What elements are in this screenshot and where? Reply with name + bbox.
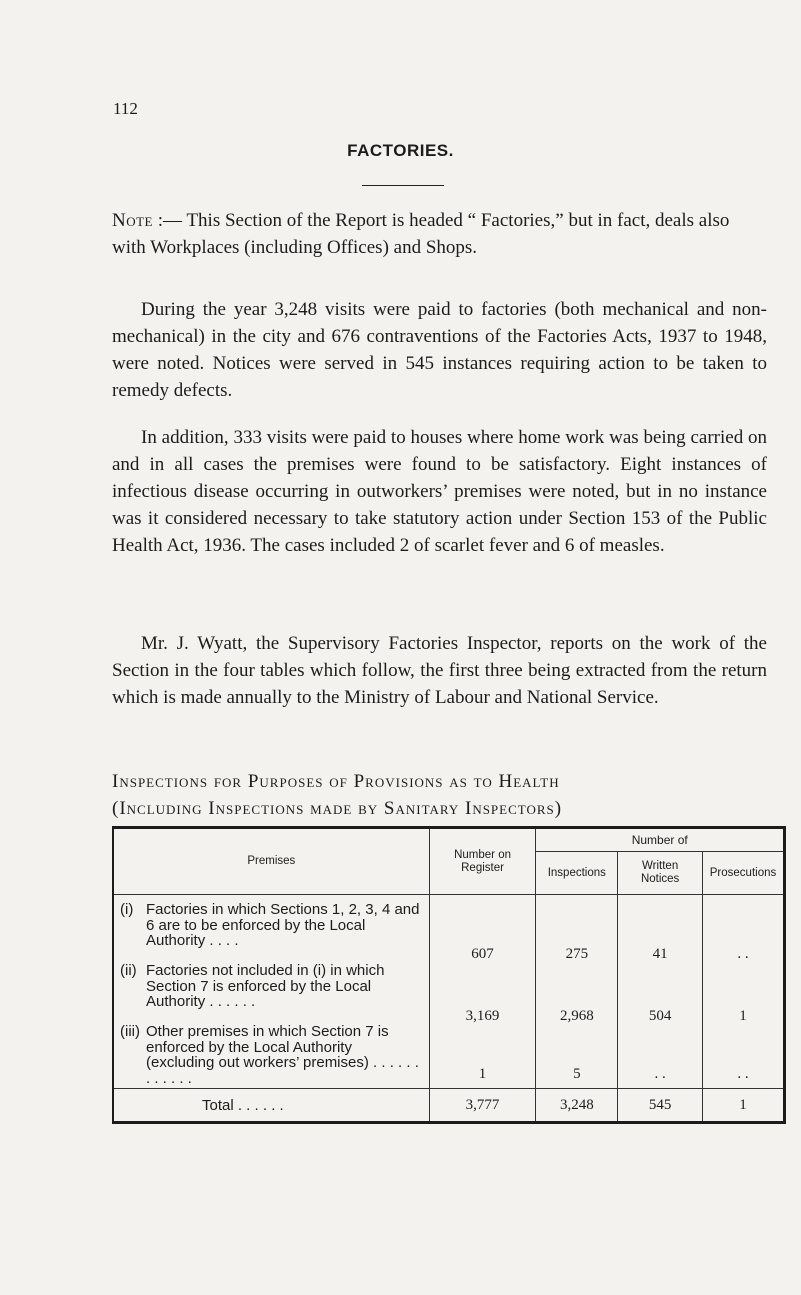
premises-text-ii: Factories not included in (i) in which Section 7 is enforced by the Local Authority . . . . . .	[146, 962, 385, 1010]
header-number-of: Number of	[536, 828, 785, 852]
header-prosecutions: Prosecutions	[703, 852, 785, 895]
total-prosecutions: 1	[703, 1089, 785, 1123]
inspections-cell	[536, 895, 618, 1089]
note-block	[112, 207, 767, 261]
note-text: This Section of the Report is headed “ Factories,” but in fact, deals also with Workplaces (including Offices) and Shops.	[112, 210, 730, 258]
page-number: 112	[113, 99, 138, 118]
table-heading-line1: Inspections for Purposes of Provisions as to Health	[112, 771, 560, 792]
header-inspections: Inspections	[536, 852, 618, 895]
table-body	[113, 895, 785, 1089]
table-heading-line2: (Including Inspections made by Sanitary Inspectors)	[112, 798, 563, 819]
header-premises: Premises	[113, 828, 429, 895]
total-row	[113, 1089, 785, 1123]
prosecutions-value-iii: . .	[737, 1066, 749, 1082]
inspections-table	[112, 826, 786, 1124]
total-label: Total . . . . . .	[113, 1089, 429, 1123]
register-value-ii: 3,169	[465, 1008, 500, 1024]
prosecutions-value-i: . .	[737, 946, 749, 962]
premises-num-ii: (ii)	[120, 962, 137, 979]
inspections-value-iii: 5	[573, 1066, 581, 1082]
notices-value-iii: . .	[654, 1066, 666, 1082]
page-title: FACTORIES.	[347, 141, 454, 160]
premises-item-iii	[120, 1023, 423, 1087]
notices-cell	[618, 895, 703, 1089]
table-heading	[112, 768, 772, 822]
premises-item-ii	[120, 962, 423, 1024]
notices-value-i: 41	[652, 946, 668, 962]
inspections-value-ii: 2,968	[559, 1008, 594, 1024]
total-notices: 545	[618, 1089, 703, 1123]
title-divider	[362, 185, 444, 186]
premises-num-iii: (iii)	[120, 1023, 140, 1040]
register-value-iii: 1	[478, 1066, 487, 1082]
premises-num-i: (i)	[120, 901, 134, 918]
note-separator: :—	[153, 210, 187, 231]
register-value-i: 607	[471, 946, 494, 962]
premises-text-i: Factories in which Sections 1, 2, 3, 4 and 6 are to be enforced by the Local Authority . . . .	[146, 901, 420, 949]
premises-item-i	[120, 901, 423, 963]
note-label: Note	[112, 210, 153, 231]
paragraph-home-work: In addition, 333 visits were paid to houses where home work was being carried on and in all cases the premises were found to be satisfactory. Eight instances of infectious disease occurring in outworkers’ premises were noted, but in no instance was it considered necessary to take statutory action under Section 153 of the Public Health Act, 1936. The cases included 2 of scarlet fever and 6 of measles.	[112, 427, 767, 556]
inspections-value-i: 275	[565, 946, 589, 962]
premises-text-iii: Other premises in which Section 7 is enforced by the Local Authority (excluding out workers’ premises) . . . . . . . . . . . .	[146, 1023, 419, 1087]
paragraph-inspector: Mr. J. Wyatt, the Supervisory Factories Inspector, reports on the work of the Section in the four tables which follow, the first three being extracted from the return which is made annually to the Ministry of Labour and National Service.	[112, 633, 767, 708]
notices-value-ii: 504	[648, 1008, 672, 1024]
register-cell	[429, 895, 536, 1089]
header-written-notices: Written Notices	[618, 852, 703, 895]
total-register: 3,777	[429, 1089, 536, 1123]
prosecutions-value-ii: 1	[739, 1008, 747, 1024]
prosecutions-cell	[703, 895, 785, 1089]
header-number-on-register: Number on Register	[429, 828, 536, 895]
paragraph-visits: During the year 3,248 visits were paid to factories (both mechanical and non-mechanical) in the city and 676 contraventions of the Factories Acts, 1937 to 1948, were noted. Notices were served in 545 instances requiring action to be taken to remedy defects.	[112, 299, 767, 401]
total-inspections: 3,248	[536, 1089, 618, 1123]
premises-cell	[113, 895, 429, 1089]
